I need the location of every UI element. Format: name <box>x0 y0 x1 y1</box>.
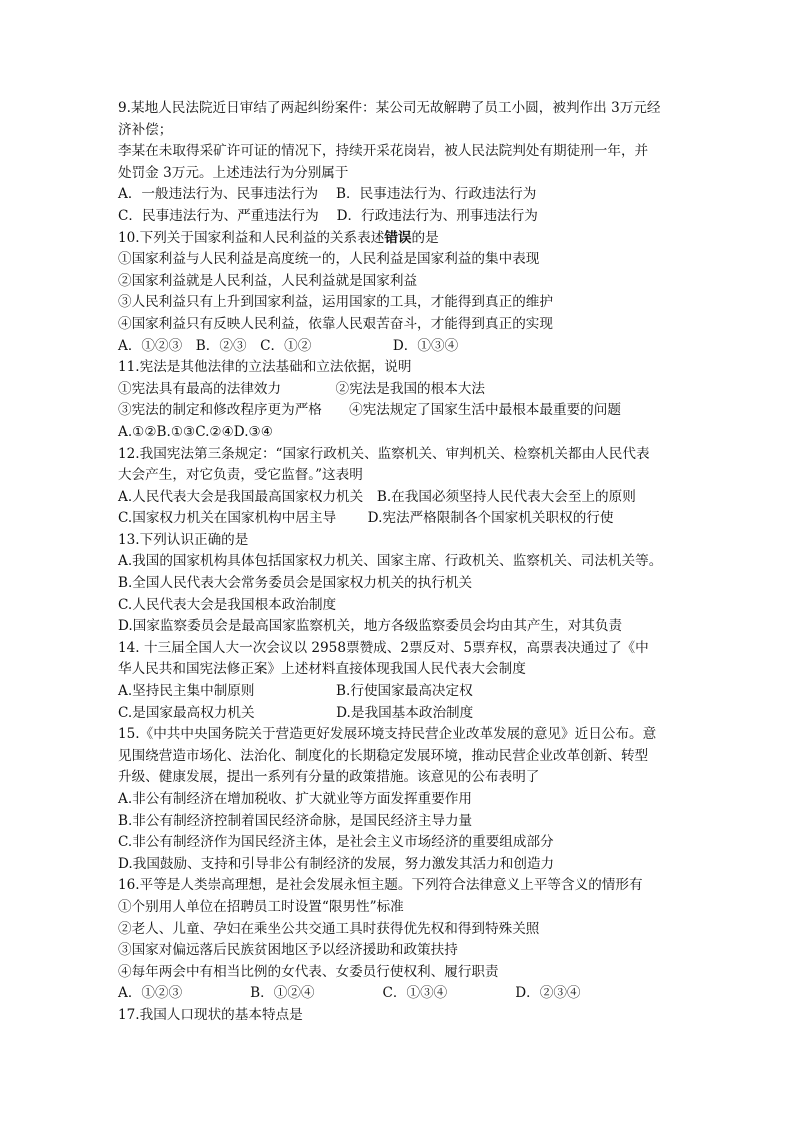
text-line: ①个别用人单位在招聘员工时设置“限男性”标准 <box>118 898 404 915</box>
text-line: ③国家对偏远落后民族贫困地区予以经济援助和政策扶持 <box>118 942 458 959</box>
text-line: 13.下列认识正确的是 <box>118 531 249 548</box>
text-line: A.①②B.①③C.②④D.③④ <box>118 423 273 440</box>
exam-page <box>118 98 698 1027</box>
text-line: A.我国的国家机构具体包括国家权力机关、国家主席、行政机关、监察机关、司法机关等。 <box>118 553 663 570</box>
text-line: 11.宪法是其他法律的立法基础和立法依据，说明 <box>118 359 412 376</box>
text-line: 14. 十三届全国人大一次会议以 2958票赞成、2票反对、5票弃权，高票表决通过了《中 <box>118 639 649 656</box>
text-line: 15.《中共中央国务院关于营造更好发展环境支持民营企业改革发展的意见》近日公布。意 <box>118 726 657 743</box>
text-line: A.非公有制经济在增加税收、扩大就业等方面发挥重要作用 <box>118 791 472 807</box>
text-line: ②老人、儿童、孕妇在乘坐公共交通工具时获得优先权和得到特殊关照 <box>118 920 540 937</box>
text-line: 升级、健康发展，提出一系列有分量的政策措施。该意见的公布表明了 <box>118 769 540 786</box>
text-line: 9.某地人民法院近日审结了两起纠纷案件：某公司无故解聘了员工小圆，被判作出 3万元经 <box>118 100 661 116</box>
text-line: 大会产生，对它负责，受它监督。”这表明 <box>118 467 363 484</box>
text-line: 华人民共和国宪法修正案》上述材料直接体现我国人民代表大会制度 <box>118 661 526 678</box>
text-line: A．①②③ B．②③ C．①② D．①③④ <box>118 337 459 354</box>
text-line: A．①②③ B．①②④ C．①③④ D．②③④ <box>118 985 581 1002</box>
text-line: 17.我国人口现状的基本特点是 <box>118 1006 303 1023</box>
emphasis-text: 错误 <box>384 229 412 246</box>
text-line: ④国家利益只有反映人民利益，依靠人民艰苦奋斗，才能得到真正的实现 <box>118 315 553 332</box>
text-line: 李某在未取得采矿许可证的情况下，持续开采花岗岩，被人民法院判处有期徒刑一年，并 <box>118 143 649 160</box>
text-line: C.非公有制经济作为国民经济主体，是社会主义市场经济的重要组成部分 <box>118 834 554 851</box>
text-line: D.我国鼓励、支持和引导非公有制经济的发展，努力激发其活力和创造力 <box>118 855 555 872</box>
text-line: C.人民代表大会是我国根本政治制度 <box>118 596 337 613</box>
text-line: C.国家权力机关在国家机构中居主导 D.宪法严格限制各个国家机关职权的行使 <box>118 510 614 527</box>
text-line: 10.下列关于国家利益和人民利益的关系表述错误的是 <box>118 229 439 246</box>
text-line: ④每年两会中有相当比例的女代表、女委员行使权利、履行职责 <box>118 963 499 980</box>
text-line: 12.我国宪法第三条规定：“国家行政机关、监察机关、审判机关、检察机关都由人民代表 <box>118 445 650 462</box>
text-line: ①宪法具有最高的法律效力 ②宪法是我国的根本大法 <box>118 380 486 397</box>
text-line: 16.平等是人类崇高理想，是社会发展永恒主题。下列符合法律意义上平等含义的情形有 <box>118 877 643 894</box>
text-line: ①国家利益与人民利益是高度统一的，人民利益是国家利益的集中表现 <box>118 251 540 268</box>
text-line: A．一般违法行为、民事违法行为 B．民事违法行为、行政违法行为 <box>118 186 537 203</box>
text-line: B.非公有制经济控制着国民经济命脉，是国民经济主导力量 <box>118 812 473 829</box>
text-line: A.人民代表大会是我国最高国家权力机关 B.在我国必须坚持人民代表大会至上的原则 <box>118 488 636 505</box>
text-line: C．民事违法行为、严重违法行为 D．行政违法行为、刑事违法行为 <box>118 207 538 224</box>
text-line: ③人民利益只有上升到国家利益，运用国家的工具，才能得到真正的维护 <box>118 294 553 311</box>
text-line: 济补偿； <box>118 121 173 138</box>
text-line: D.国家监察委员会是最高国家监察机关，地方各级监察委员会均由其产生，对其负责 <box>118 618 623 635</box>
text-line: 见围绕营造市场化、法治化、制度化的长期稳定发展环境，推动民营企业改革创新、转型 <box>118 747 649 764</box>
text-line: ②国家利益就是人民利益，人民利益就是国家利益 <box>118 272 418 289</box>
text-line: A.坚持民主集中制原则 B.行使国家最高决定权 <box>118 683 473 700</box>
text-line: ③宪法的制定和修改程序更为严格 ④宪法规定了国家生活中最根本最重要的问题 <box>118 402 621 419</box>
text-line: C.是国家最高权力机关 D.是我国基本政治制度 <box>118 704 474 721</box>
text-line: B.全国人民代表大会常务委员会是国家权力机关的执行机关 <box>118 575 473 592</box>
text-line: 处罚金 3万元。上述违法行为分别属于 <box>118 164 349 181</box>
